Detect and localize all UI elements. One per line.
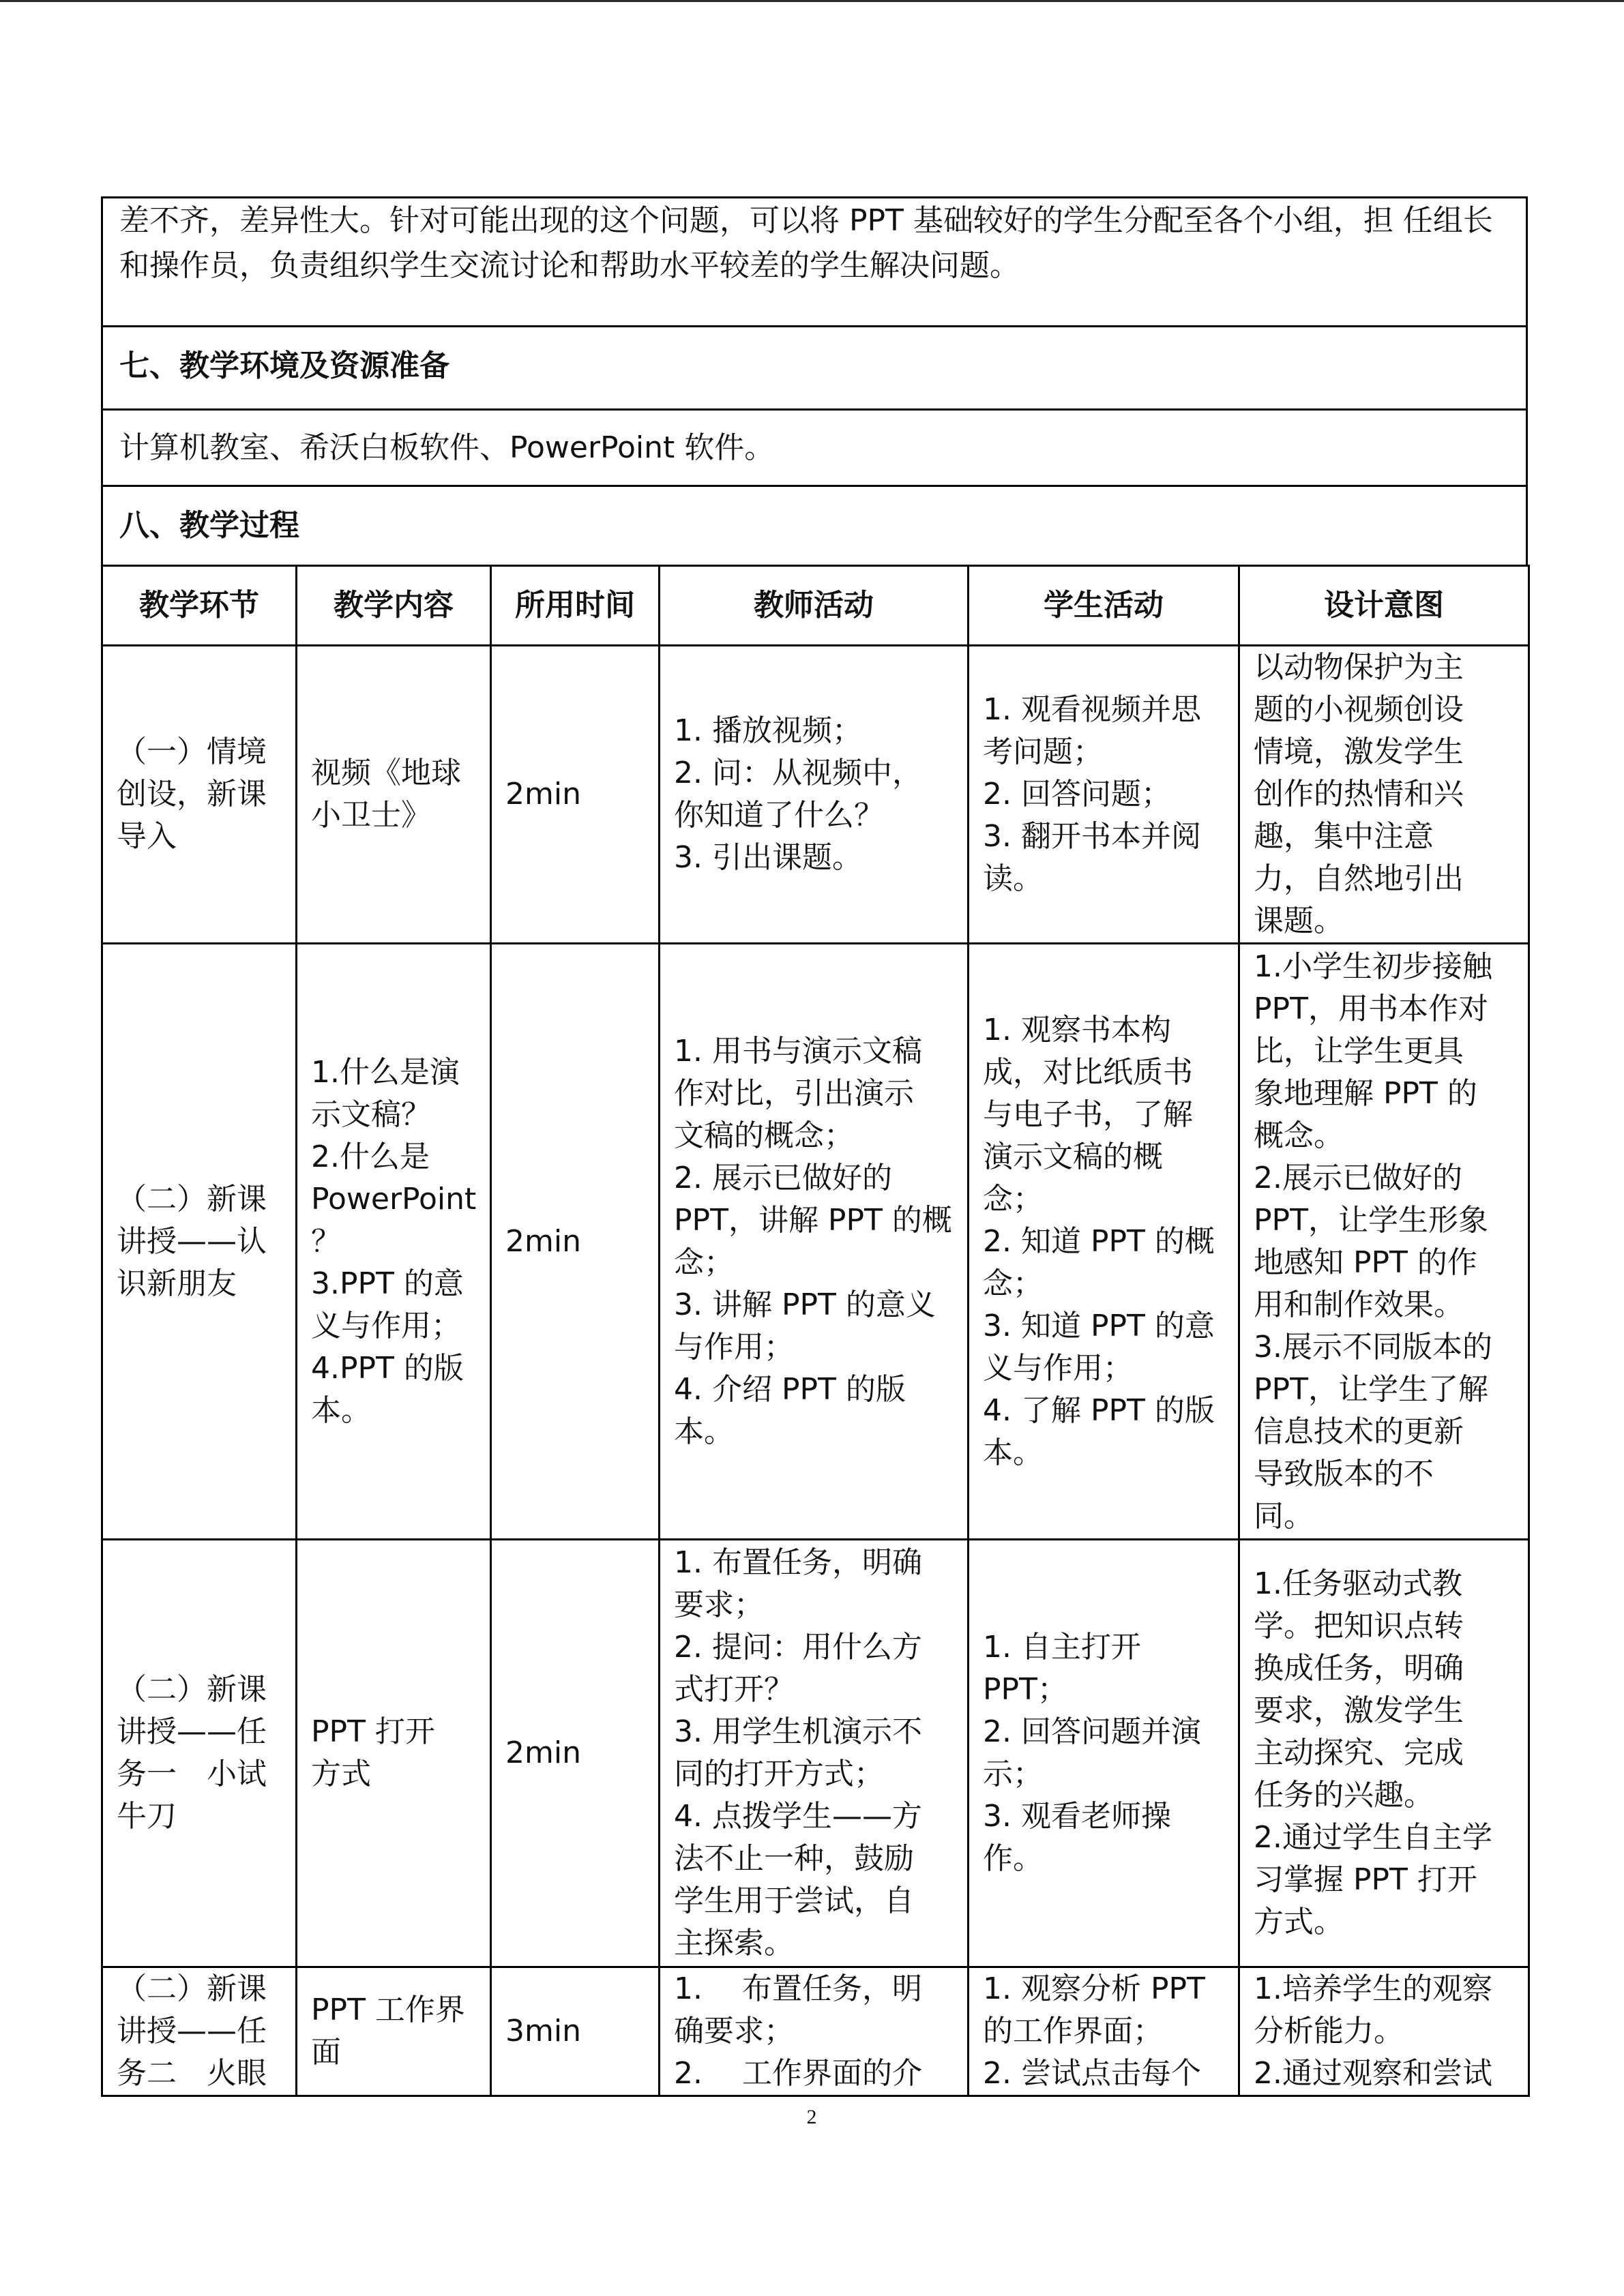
text-line: 义与作用； [311,1308,461,1343]
text-line: 识新朋友 [117,1266,237,1301]
cell-student [969,1967,1239,2096]
cell-stage [102,944,297,1540]
text-line: （二）新课 [117,1672,267,1707]
text-line: 法不止一种，鼓励 [674,1841,914,1876]
text-line: PPT，讲解 PPT 的概 [674,1202,952,1238]
header-stage: 教学环节 [102,566,297,646]
text-line: 考问题； [983,734,1103,769]
cell-content [297,944,491,1540]
table-row [102,646,1529,944]
text-line: 3. 讲解 PPT 的意义 [674,1287,936,1322]
text-line: 本。 [674,1414,734,1449]
text-line: 2. 问：从视频中， [674,756,922,790]
text-line: 1. 布置任务，明确 [674,1545,922,1580]
cell-time: 2min [491,646,660,944]
text-line: 地感知 PPT 的作 [1254,1244,1477,1280]
text-line: 念； [983,1181,1043,1217]
text-line: 2.通过学生自主学 [1254,1820,1492,1855]
text-line: ？ [311,1223,341,1259]
cell-content [297,646,491,944]
text-line: 同的打开方式； [674,1757,884,1791]
text-line: 3. 用学生机演示不 [674,1714,922,1749]
text-line: 比，让学生更具 [1254,1033,1464,1069]
text-line: 确要求； [674,2014,794,2048]
header-teacher: 教师活动 [660,566,969,646]
cell-time: 2min [491,944,660,1540]
text-line: 换成任务，明确 [1254,1651,1464,1686]
intro-text [119,198,1505,288]
table-row [102,1967,1529,2096]
text-line: 与作用； [674,1329,794,1365]
text-line: 2. 尝试点击每个 [983,2056,1201,2091]
text-line: 讲授——认 [117,1223,267,1259]
text-line: 导致版本的不 [1254,1456,1434,1491]
cell-intent [1239,646,1529,944]
text-line: 概念。 [1254,1118,1344,1153]
text-line: 1. 观察分析 PPT [983,1971,1205,2006]
text-line: 与电子书，了解 [983,1097,1193,1132]
section7-heading-cell [101,325,1528,411]
text-line: 作。 [983,1841,1043,1876]
text-line: 2. 回答问题并演 [983,1714,1201,1749]
text-line: 3.PPT 的意 [311,1266,464,1301]
text-line: 念； [983,1266,1043,1301]
text-line: 作对比，引出演示 [674,1075,914,1111]
text-line: 本。 [311,1392,371,1428]
page-top-border [0,0,1624,2]
cell-stage [102,1540,297,1967]
cell-teacher [660,1967,969,2096]
text-line: 演示文稿的概 [983,1139,1163,1174]
text-line: 课题。 [1254,904,1344,938]
cell-student [969,646,1239,944]
text-line: 1.小学生初步接触 [1254,949,1492,984]
text-line: 2.通过观察和尝试 [1254,2056,1492,2091]
cell-content [297,1967,491,2096]
section7-content: 计算机教室、希沃白板软件、PowerPoint 软件。 [119,430,775,465]
text-line: 1. 播放视频； [674,713,862,748]
header-student: 学生活动 [969,566,1239,646]
text-line: 的工作界面； [983,2014,1163,2048]
table-header-row [102,566,1529,646]
text-line: 情境，激发学生 [1254,734,1464,769]
text-line: （一）情境 [117,734,267,769]
cell-teacher [660,646,969,944]
text-line: 1. 观察书本构 [983,1012,1171,1047]
text-line: 1. 自主打开 [983,1630,1141,1665]
text-line: 2.什么是 [311,1139,430,1174]
header-time: 所用时间 [491,566,660,646]
text-line: 趣，集中注意 [1254,819,1434,854]
text-line: 3. 观看老师操 [983,1799,1171,1834]
text-line: 任务的兴趣。 [1254,1778,1434,1813]
text-line: 象地理解 PPT 的 [1254,1075,1477,1111]
text-line: 1. 布置任务，明 [674,1971,922,2006]
cell-content [297,1540,491,1967]
text-line: 4. 介绍 PPT 的版 [674,1371,906,1407]
teaching-process-table [101,565,1530,2097]
text-line: 成，对比纸质书 [983,1054,1193,1090]
cell-time: 2min [491,1540,660,1967]
text-line: 2.展示已做好的 [1254,1160,1462,1195]
text-line: 2. 工作界面的介 [674,2056,922,2091]
text-line: 义与作用； [983,1350,1133,1386]
cell-teacher [660,944,969,1540]
cell-intent [1239,944,1529,1540]
text-line: 用和制作效果。 [1254,1287,1464,1322]
table-row [102,1540,1529,1967]
text-line: 主探索。 [674,1926,794,1960]
text-line: 同。 [1254,1498,1314,1534]
text-line: 4.PPT 的版 [311,1350,464,1386]
text-line: （二）新课 [117,1181,267,1217]
text-line: 3.展示不同版本的 [1254,1329,1492,1365]
text-line: 创设，新课 [117,777,267,811]
cell-stage [102,646,297,944]
text-line: 2. 知道 PPT 的概 [983,1223,1215,1259]
text-line: 4. 了解 PPT 的版 [983,1392,1215,1428]
text-line: 力，自然地引出 [1254,861,1464,896]
text-line: 小卫士》 [311,798,431,833]
text-line: 信息技术的更新 [1254,1414,1464,1449]
text-line: PPT，用书本作对 [1254,991,1488,1026]
intro-cell [101,196,1528,327]
cell-intent [1239,1540,1529,1967]
text-line: PPT 工作界 [311,1993,465,2027]
cell-student [969,944,1239,1540]
cell-student [969,1540,1239,1967]
text-line: 导入 [117,819,177,854]
text-line: 1.培养学生的观察 [1254,1971,1492,2006]
text-line: 牛刀 [117,1799,177,1834]
text-line: 式打开？ [674,1672,794,1707]
text-line: 3. 引出课题。 [674,840,862,875]
cell-teacher [660,1540,969,1967]
text-line: 务一 小试 [117,1757,267,1791]
text-line: PPT 打开 [311,1714,435,1749]
section7-heading: 七、教学环境及资源准备 [119,348,449,383]
intro-line: 任组长和操作员，负责组织学生交流讨论和帮助水平较差的学生解决问题。 [119,203,1493,283]
text-line: 3. 知道 PPT 的意 [983,1308,1215,1343]
header-content: 教学内容 [297,566,491,646]
table-row [102,944,1529,1540]
text-line: 3. 翻开书本并阅 [983,819,1201,854]
text-line: 习掌握 PPT 打开 [1254,1862,1477,1897]
text-line: 视频《地球 [311,756,461,790]
text-line: （二）新课 [117,1971,267,2006]
text-line: 讲授——任 [117,2014,267,2048]
text-line: 分析能力。 [1254,2014,1404,2048]
text-line: 务二 火眼 [117,2056,267,2091]
cell-intent [1239,1967,1529,2096]
text-line: 示； [983,1757,1043,1791]
text-line: 要求，激发学生 [1254,1693,1464,1728]
text-line: 以动物保护为主 [1254,650,1464,685]
text-line: 念； [674,1244,734,1280]
text-line: PPT，让学生了解 [1254,1371,1488,1407]
text-line: 1. 用书与演示文稿 [674,1033,922,1069]
header-intent: 设计意图 [1239,566,1529,646]
text-line: 学生用于尝试，自 [674,1883,914,1918]
section8-heading: 八、教学过程 [119,508,299,543]
text-line: 讲授——任 [117,1714,267,1749]
intro-line: 差不齐，差异性大。针对可能出现的这个问题，可以将 PPT 基础较好的学生分配至各个小组，担 [119,203,1393,238]
cell-time: 3min [491,1967,660,2096]
text-line: 2. 提问：用什么方 [674,1630,922,1665]
text-line: 2. 回答问题； [983,777,1171,811]
text-line: 1. 观看视频并思 [983,692,1201,727]
cell-stage [102,1967,297,2096]
page-number: 2 [806,2106,817,2128]
text-line: 创作的热情和兴 [1254,777,1464,811]
text-line: 4. 点拨学生——方 [674,1799,922,1834]
text-line: 文稿的概念； [674,1118,854,1153]
text-line: 主动探究、完成 [1254,1735,1464,1770]
text-line: 读。 [983,861,1043,896]
text-line: 你知道了什么？ [674,798,884,833]
text-line: 方式 [311,1757,371,1791]
text-line: 本。 [983,1435,1043,1470]
text-line: 示文稿？ [311,1097,431,1132]
text-line: 学。把知识点转 [1254,1609,1464,1643]
text-line: 1.什么是演 [311,1054,460,1090]
text-line: PowerPoint [311,1181,477,1217]
section8-heading-cell [101,485,1528,567]
text-line: PPT，让学生形象 [1254,1202,1488,1238]
text-line: 1.任务驱动式教 [1254,1566,1462,1601]
text-line: 面 [311,2035,341,2070]
text-line: 方式。 [1254,1905,1344,1939]
text-line: 2. 展示已做好的 [674,1160,892,1195]
text-line: PPT； [983,1672,1067,1707]
text-line: 要求； [674,1587,764,1622]
section7-content-cell [101,408,1528,487]
text-line: 题的小视频创设 [1254,692,1464,727]
